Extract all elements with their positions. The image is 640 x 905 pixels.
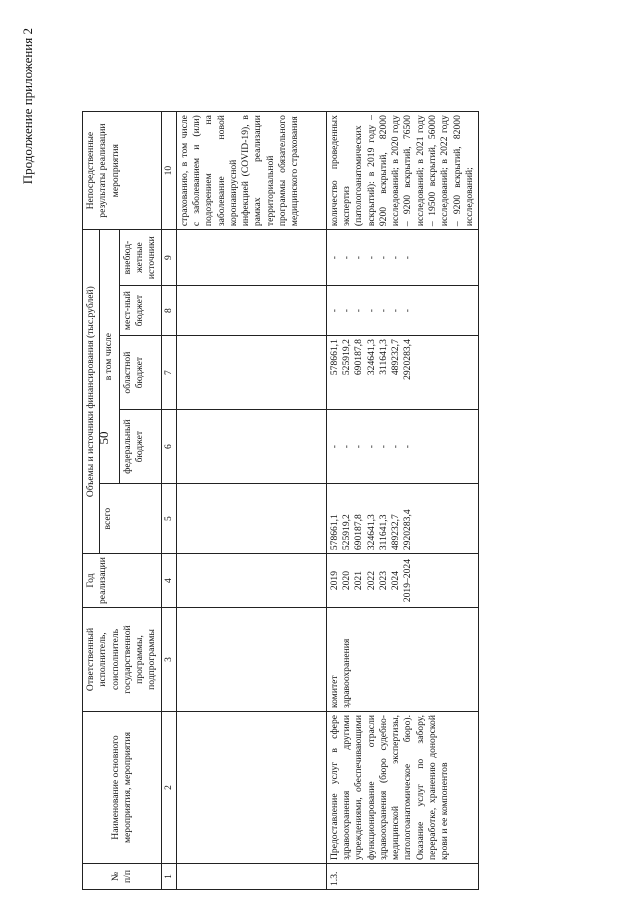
row-number: 1.3. (326, 864, 478, 890)
column-number-row (161, 112, 176, 890)
row-name: Предоставление услуг в сфере здравоохранения другими учреждениями, обеспечивающими функционирование отрасли здравоохранения (бюро судебно-медицинской экспертизы, патологоанатомическое бюро). Оказание услуг по забору, переработке, хранению донорской крови и ее компонентов (326, 712, 478, 864)
col-number: 8 (161, 286, 176, 336)
local-value: - (341, 309, 353, 313)
header-extra: внебюд-жетные источники (119, 230, 161, 286)
row-federal (326, 410, 478, 484)
table-row (326, 112, 478, 890)
local-value: - (390, 309, 402, 313)
total-value: 489232,7 (390, 514, 402, 551)
row-result: количество проведенных экспертиз (патологоанатомических вскрытий): в 2019 году – 9200 вскрытий, 82000 исследований; в 2020 году – 9200 вскрытий, 76500 исследований; в 2021 году – 19500 вскрытий, 56000 исследований; в 2022 году – 9200 вскрытий, 82000 исследований; (326, 112, 478, 230)
regional-value: 489232,7 (390, 339, 402, 376)
regional-value: 578661,1 (328, 339, 340, 376)
regional-value: 525919,2 (341, 339, 353, 376)
total-value: 578661,1 (328, 514, 340, 551)
row-executor: комитет здравоохранения (326, 608, 478, 712)
year-value: 2023 (377, 570, 389, 591)
row-years (326, 554, 478, 608)
carryover-row (176, 112, 326, 890)
extra-value: - (365, 256, 377, 260)
rotated-sheet (20, 20, 620, 890)
header-including: в том числе (100, 230, 120, 484)
row-regional (326, 336, 478, 410)
regional-value: 324641,3 (365, 339, 377, 376)
extra-value: - (353, 256, 365, 260)
year-value: 2019–2024 (402, 558, 414, 603)
col-number: 2 (161, 712, 176, 864)
row-local (326, 286, 478, 336)
row-total (326, 484, 478, 554)
program-table (82, 111, 479, 890)
header-total: всего (100, 484, 161, 554)
col-number: 5 (161, 484, 176, 554)
federal-value: - (390, 445, 402, 449)
carryover-result: страхованию, в том числе с заболеванием и (или) подозрением на заболевание новой коронавирусной инфекцией (COVID-19), в рамках реализации территориальной программы обязательного медицинского страхования (176, 112, 326, 230)
header-funding: Объемы и источники финансирования (тыс.рублей) (83, 230, 100, 554)
header-local: мест-ный бюджет (119, 286, 161, 336)
col-number: 9 (161, 230, 176, 286)
federal-value: - (402, 445, 414, 449)
total-value: 2920283,4 (402, 509, 414, 551)
header-results: Непосредственные результаты реализации мероприятия (83, 112, 162, 230)
federal-value: - (377, 445, 389, 449)
extra-value: - (377, 256, 389, 260)
federal-value: - (341, 445, 353, 449)
local-value: - (353, 309, 365, 313)
col-number: 10 (161, 112, 176, 230)
regional-value: 690187,8 (353, 339, 365, 376)
total-value: 324641,3 (365, 514, 377, 551)
header-name: Наименование основного мероприятия, мероприятия (83, 712, 162, 864)
header-year: Год реализации (83, 554, 162, 608)
year-value: 2021 (353, 570, 365, 591)
row-extra (326, 230, 478, 286)
header-num: № п/п (83, 864, 162, 890)
federal-value: - (328, 445, 340, 449)
local-value: - (402, 309, 414, 313)
extra-value: - (390, 256, 402, 260)
regional-value: 2920283,4 (402, 339, 414, 380)
federal-value: - (365, 445, 377, 449)
year-value: 2024 (390, 570, 402, 591)
col-number: 3 (161, 608, 176, 712)
year-value: 2019 (328, 570, 340, 591)
local-value: - (365, 309, 377, 313)
page-number: 50 (96, 431, 111, 445)
header-regional: областной бюджет (119, 336, 161, 410)
col-number: 1 (161, 864, 176, 890)
total-value: 311641,3 (377, 514, 389, 551)
extra-value: - (402, 256, 414, 260)
regional-value: 311641,3 (377, 339, 389, 375)
year-value: 2020 (341, 570, 353, 591)
total-value: 690187,8 (353, 514, 365, 551)
local-value: - (328, 309, 340, 313)
extra-value: - (341, 256, 353, 260)
local-value: - (377, 309, 389, 313)
header-federal: федеральный бюджет (119, 410, 161, 484)
total-value: 525919,2 (341, 514, 353, 551)
col-number: 6 (161, 410, 176, 484)
appendix-subtitle: Продолжение приложения 2 (20, 28, 35, 185)
col-number: 7 (161, 336, 176, 410)
extra-value: - (328, 256, 340, 260)
col-number: 4 (161, 554, 176, 608)
header-executor: Ответственный исполнитель, соисполнитель государственной программы, подпрограммы (83, 608, 162, 712)
federal-value: - (353, 445, 365, 449)
year-value: 2022 (365, 570, 377, 591)
